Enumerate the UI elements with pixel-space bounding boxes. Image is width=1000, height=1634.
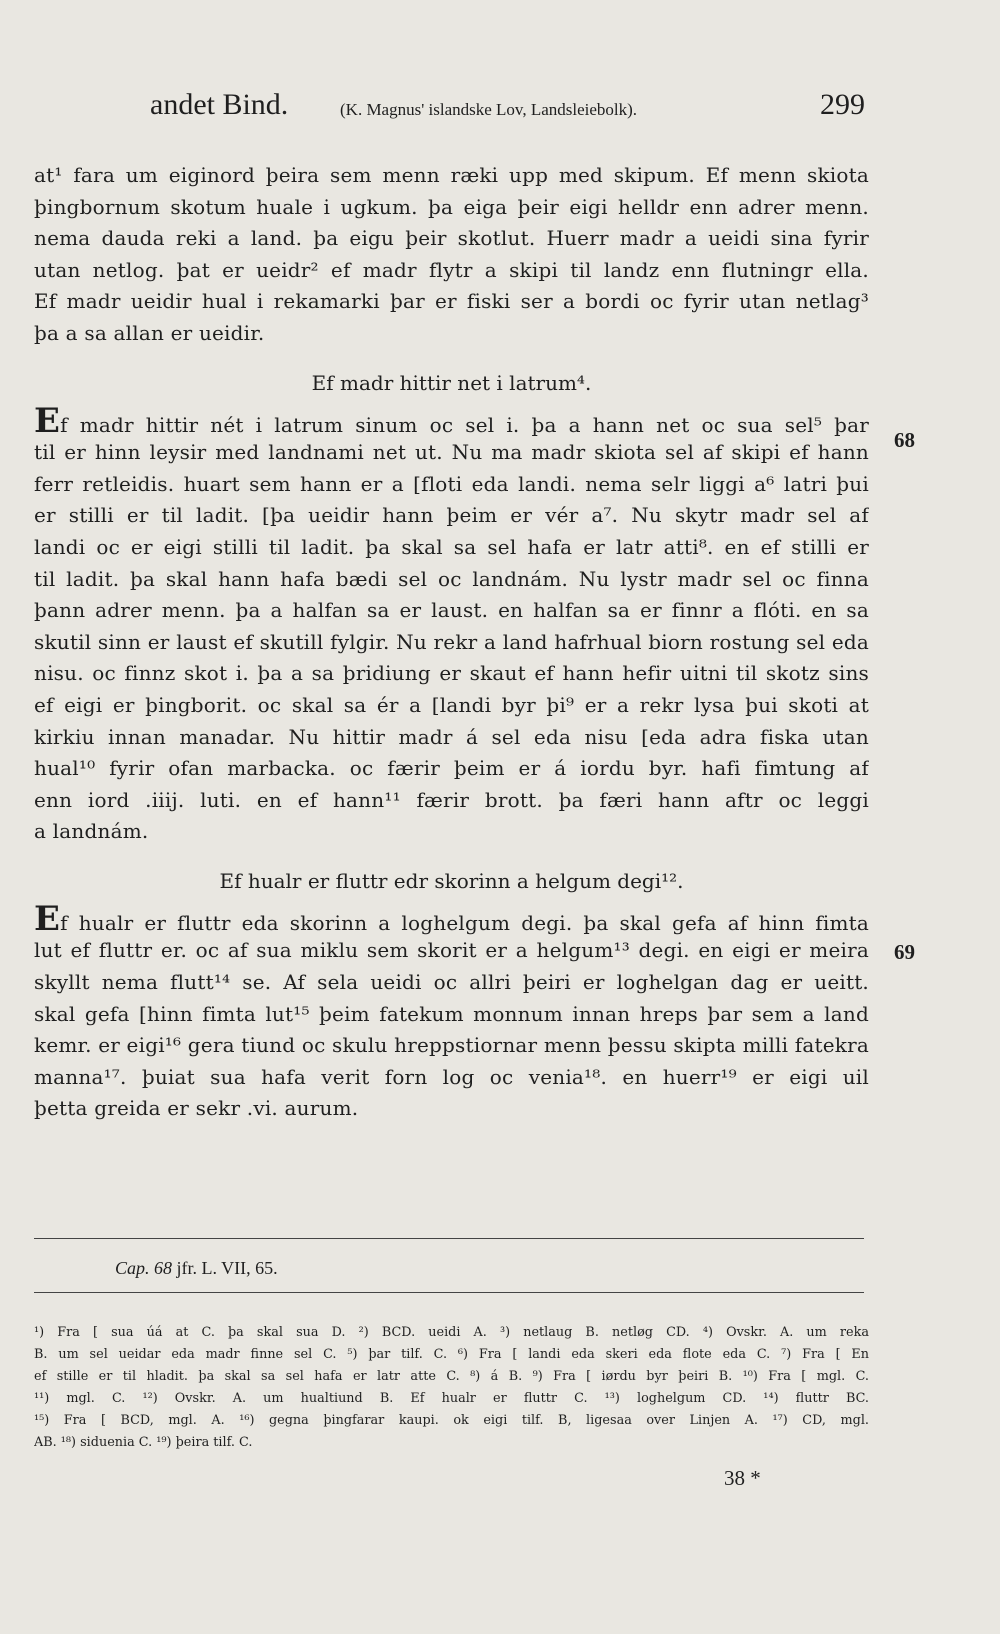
text-line: ferr retleidis. huart sem hann er a [floti eda landi. nema selr liggi a⁶ latri þui [34,471,869,496]
section-continuation [34,160,869,350]
text-line: a landnám. [34,819,149,844]
text-line: kirkiu innan manadar. Nu hittir madr á sel eda nisu [eda adra fiska utan [34,724,869,749]
text-line: enn iord .iiij. luti. en ef hann¹¹ færir brott. þa færi hann aftr oc leggi [34,787,869,812]
cap-reference-rest: jfr. L. VII, 65. [172,1258,278,1278]
text-line: skyllt nema flutt¹⁴ se. Af sela ueidi oc allri þeiri er loghelgan dag er ueitt. [34,970,869,995]
footnote-line: ¹¹) mgl. C. ¹²) Ovskr. A. um hualtiund B. Ef hualr er fluttr C. ¹³) loghelgum CD. ¹⁴) fluttr BC. [34,1391,869,1406]
cross-reference-note [115,1258,278,1279]
work-title: (K. Magnus' islandske Lov, Landsleiebolk). [340,100,638,119]
footnote-line: ef stille er til hladit. þa skal sa sel hafa er latr atte C. ⁸) á B. ⁹) Fra [ iørdu byr þeiri B. ¹⁰) Fra [ mgl. C. [34,1369,869,1384]
footnote-divider-rule [34,1292,864,1293]
text-line: skutil sinn er laust ef skutill fylgir. Nu rekr a land hafrhual biorn rostung sel eda [34,629,869,654]
text-line: þann adrer menn. þa a halfan sa er laust. en halfan sa er finnr a flóti. en sa [34,598,869,623]
chapter-heading-68: Ef madr hittir net i latrum⁴. [311,370,592,395]
text-line: nema dauda reki a land. þa eigu þeir skotlut. Huerr madr a ueidi sina fyrir [34,226,869,251]
footnote-line: ¹) Fra [ sua úá at C. þa skal sua D. ²) BCD. ueidi A. ³) netlaug B. netløg CD. ⁴) Ovskr. A. um reka [34,1325,869,1340]
text-line [34,406,869,438]
chapter-69-text [34,904,869,1125]
text-line: er stilli er til ladit. [þa ueidir hann þeim er vér a⁷. Nu skytr madr sel af [34,503,869,528]
chapter-heading-69: Ef hualr er fluttr edr skorinn a helgum degi¹². [219,868,684,893]
text-line: þingbornum skotum huale i ugkum. þa eiga þeir eigi helldr enn adrer menn. [34,194,869,219]
drop-initial: E [34,903,61,936]
text-line: lut ef fluttr er. oc af sua miklu sem skorit er a helgum¹³ degi. en eigi er meira [34,938,869,963]
running-head [150,88,865,138]
footnote-line: ¹⁵) Fra [ BCD, mgl. A. ¹⁶) gegna þingfarar kaupi. ok eigi tilf. B, ligesaa over Linjen A. ¹⁷) CD, mgl. [34,1413,869,1428]
footnote-line: B. um sel ueidar eda madr finne sel C. ⁵) þar tilf. C. ⁶) Fra [ landi eda skeri eda flote eda C. ⁷) Fra [ En [34,1347,869,1362]
text-divider-rule [34,1238,864,1239]
footnotes [34,1322,869,1454]
text-line: utan netlog. þat er ueidr² ef madr flytr a skipi til landz enn flutningr ella. [34,257,869,282]
margin-number-69: 69 [894,940,915,964]
text-line: Ef madr ueidir hual i rekamarki þar er fiski ser a bordi oc fyrir utan netlag³ [34,289,869,314]
footnote-line: AB. ¹⁸) siduenia C. ¹⁹) þeira tilf. C. [34,1435,253,1450]
text-line: hual¹⁰ fyrir ofan marbacka. oc færir þeim er á iordu byr. hafi fimtung af [34,756,869,781]
text-line: til er hinn leysir med landnami net ut. Nu ma madr skiota sel af skipi ef hann [34,440,869,465]
text-line: til ladit. þa skal hann hafa bædi sel oc landnám. Nu lystr madr sel oc finna [34,566,869,591]
cap-reference: Cap. 68 [115,1258,173,1278]
text-line: nisu. oc finnz skot i. þa a sa þridiung er skaut ef hann hefir uitni til skotz sins [34,661,869,686]
text-line: skal gefa [hinn fimta lut¹⁵ þeim fatekum monnum innan hreps þar sem a land [34,1001,869,1026]
text-line: manna¹⁷. þuiat sua hafa verit forn log oc venia¹⁸. en huerr¹⁹ er eigi uil [34,1064,869,1089]
text-line: landi oc er eigi stilli til ladit. þa skal sa sel hafa er latr atti⁸. en ef stilli er [34,534,869,559]
text-line [34,904,869,936]
text-line: ef eigi er þingborit. oc skal sa ér a [landi byr þi⁹ er a rekr lysa þui skoti at [34,692,869,717]
main-text [34,160,869,1125]
line-text: f madr hittir nét i latrum sinum oc sel i. þa a hann net oc sua sel⁵ þar [60,412,869,437]
signature-mark: 38 * [724,1466,761,1490]
margin-number-68: 68 [894,428,915,452]
chapter-68-text [34,406,869,848]
drop-initial: E [34,405,61,438]
page-number: 299 [820,88,865,121]
text-line: þetta greida er sekr .vi. aurum. [34,1096,359,1121]
line-text: f hualr er fluttr eda skorinn a loghelgum degi. þa skal gefa af hinn fimta [60,910,869,935]
text-line: kemr. er eigi¹⁶ gera tiund oc skulu hreppstiornar menn þessu skipta milli fatekra [34,1033,869,1058]
text-line: at¹ fara um eiginord þeira sem menn ræki upp med skipum. Ef menn skiota [34,163,869,187]
text-line: þa a sa allan er ueidir. [34,320,265,345]
volume-label: andet Bind. [150,88,289,121]
